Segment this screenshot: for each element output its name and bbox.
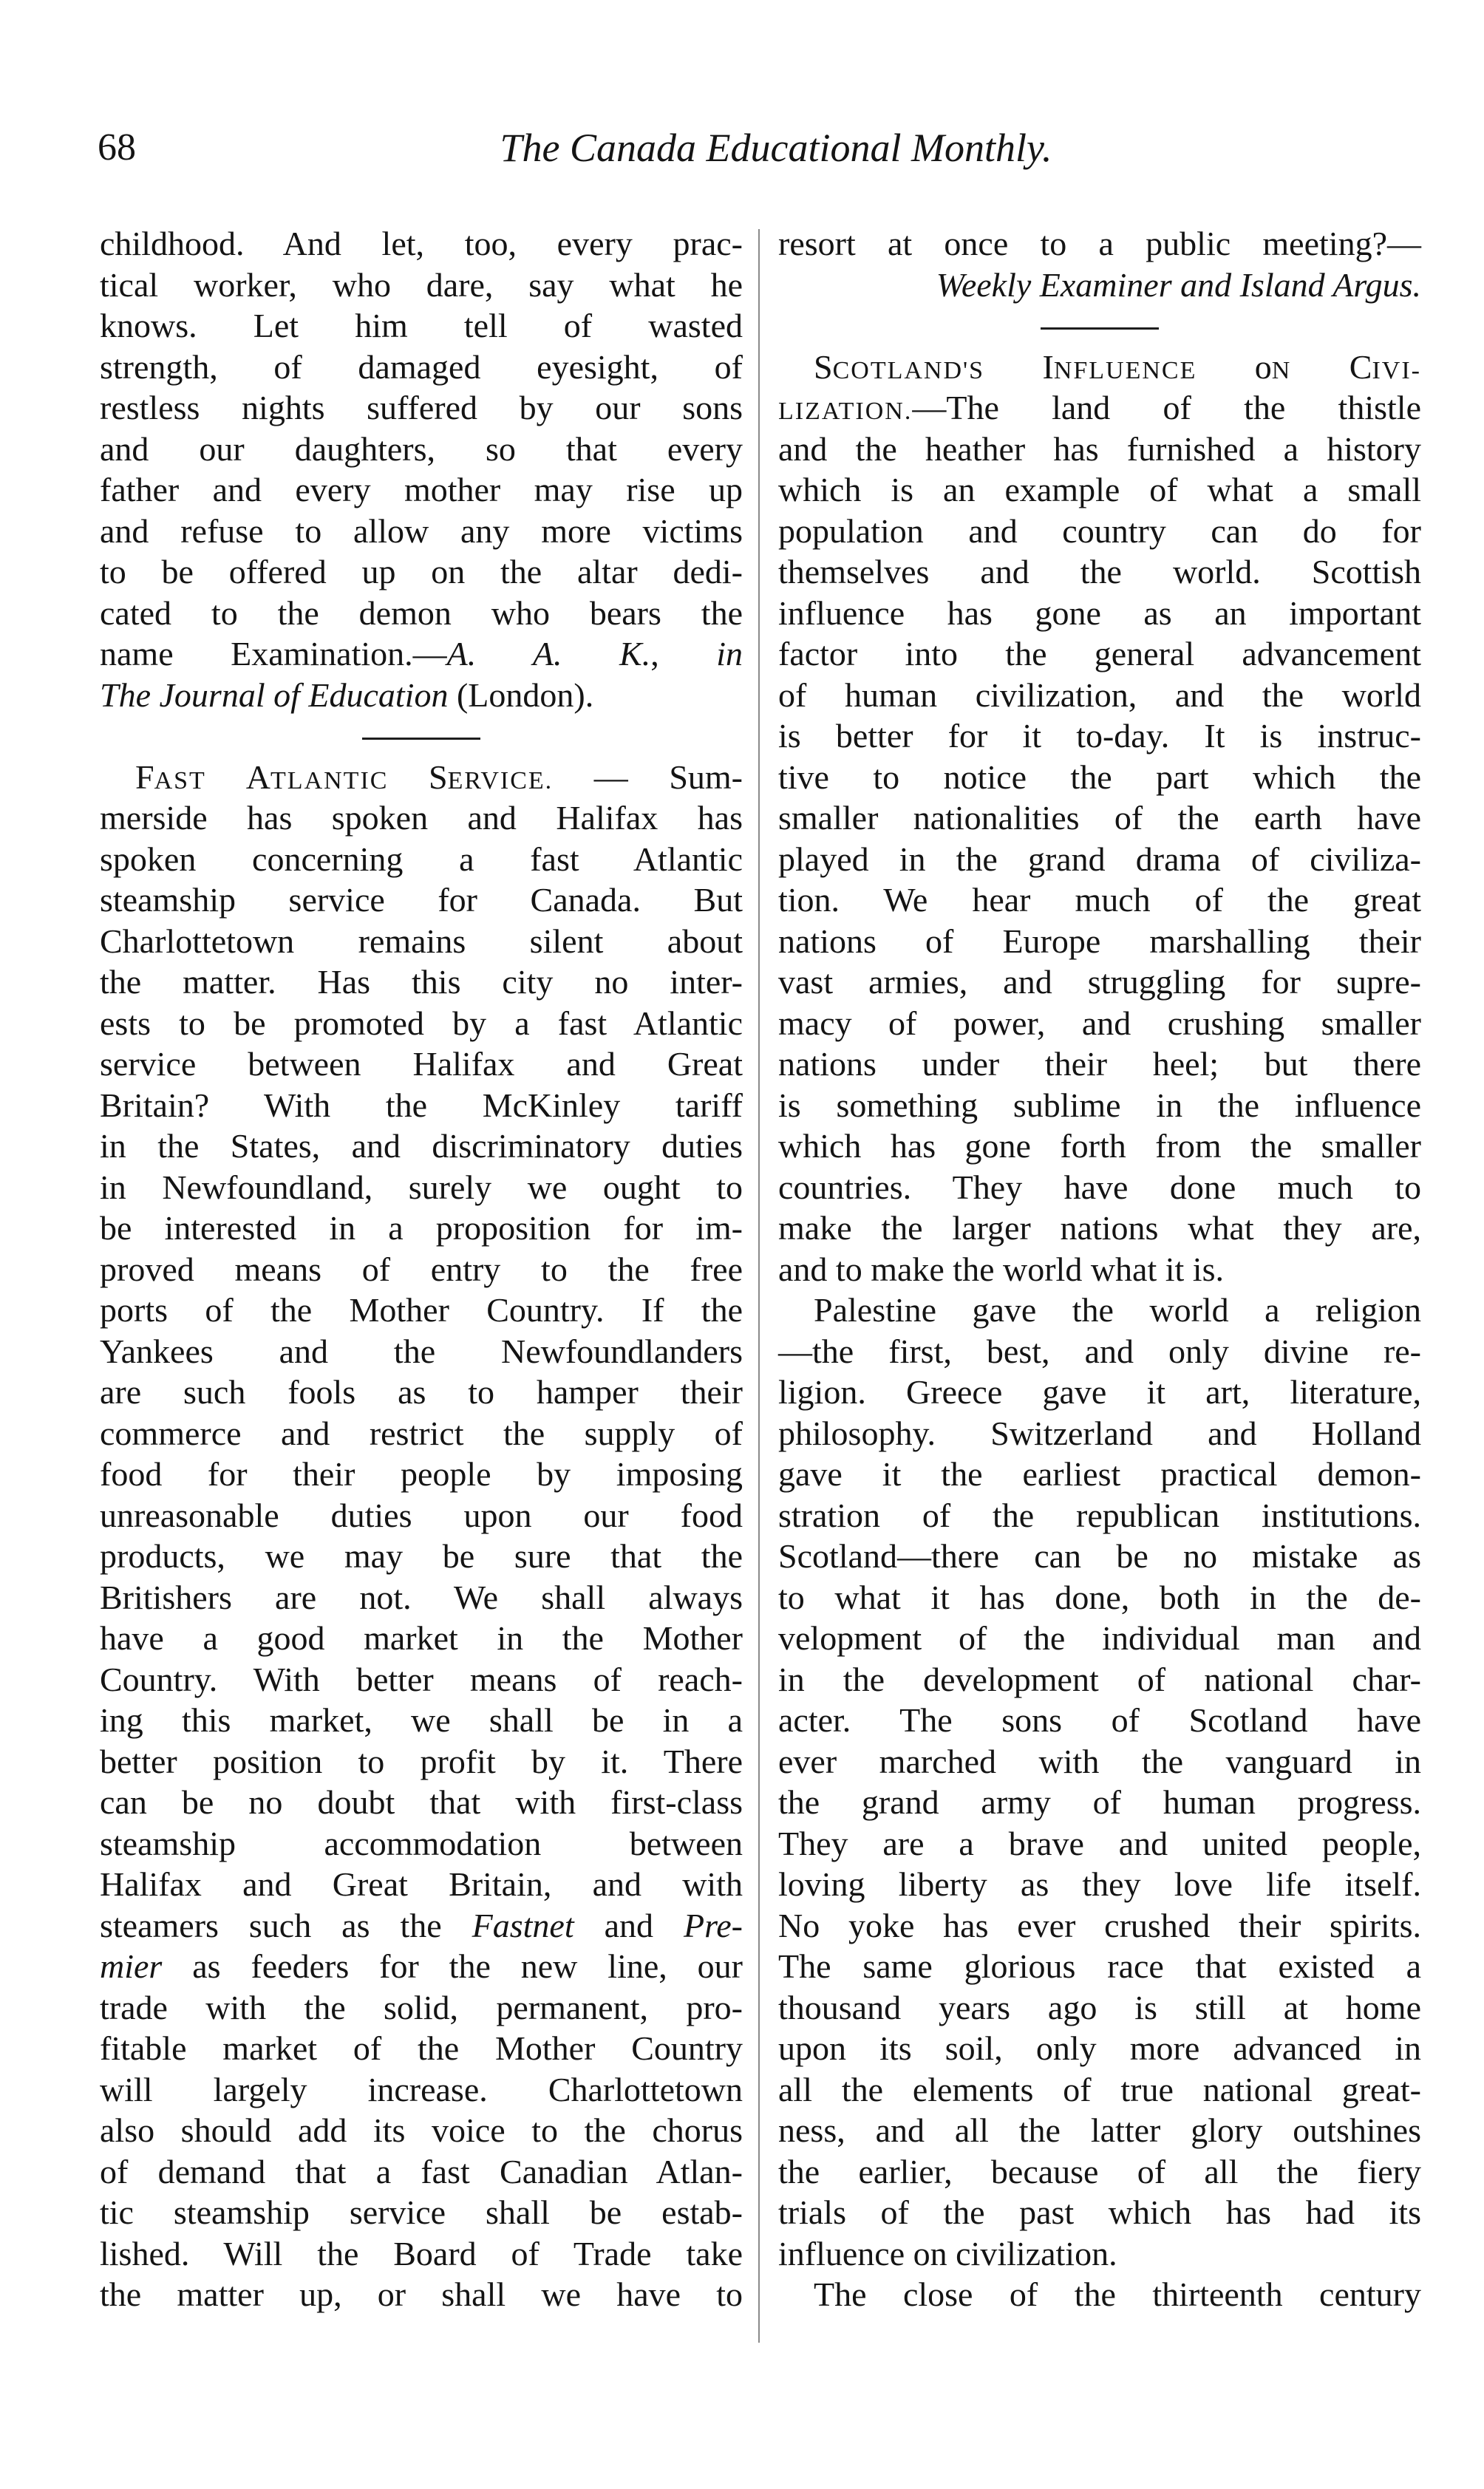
text-line: loving liberty as they love life itself.	[778, 1865, 1421, 1903]
text-line: ests to be promoted by a fast Atlantic	[100, 1004, 743, 1042]
text-line: They are a brave and united people,	[778, 1824, 1421, 1862]
text-line: influence on civilization.	[778, 2234, 1117, 2272]
text-line: tical worker, who dare, say what he	[100, 265, 743, 304]
text-line: which is an example of what a small	[778, 471, 1421, 508]
text-line: the matter up, or shall we have to	[100, 2275, 743, 2313]
text-line: nations under their heel; but there	[778, 1045, 1421, 1083]
text-fragment: ,	[650, 635, 717, 673]
attribution-in: in	[716, 635, 743, 673]
text-line: population and country can do for	[778, 511, 1421, 550]
text-line: nations of Europe marshalling their	[778, 922, 1421, 960]
text-line: knows. Let him tell of wasted	[100, 307, 743, 344]
ship-name-premier-a: Pre-	[683, 1906, 743, 1944]
text-line: can be no doubt that with first-class	[100, 1783, 743, 1821]
section-heading-scotland: SCOTLAND'S INFLUENCE oN CIVI-	[814, 347, 1421, 386]
text-line: Britishers are not. We shall always	[100, 1578, 743, 1616]
text-line: the grand army of human progress.	[778, 1783, 1421, 1821]
text-line: cated to the demon who bears the	[100, 593, 743, 632]
text-line: tic steamship service shall be estab-	[100, 2193, 743, 2231]
text-line: factor into the general advancement	[778, 635, 1421, 673]
attribution-line	[100, 633, 743, 675]
text-line: ness, and all the latter glory outshines	[778, 2111, 1421, 2149]
text-line: and the heather has furnished a history	[778, 429, 1421, 468]
text-line: strength, of damaged eyesight, of	[100, 347, 743, 386]
text-line: which has gone forth from the smaller	[778, 1127, 1421, 1165]
text-line: ports of the Mother Country. If the	[100, 1291, 743, 1329]
text-line: are such fools as to hamper their	[100, 1373, 743, 1411]
attribution-line: Weekly Examiner and Island Argus.	[936, 265, 1421, 304]
ship-name-premier-b: mier	[100, 1947, 163, 1985]
text-line: the matter. Has this city no inter-	[100, 963, 743, 1001]
text-line	[100, 1905, 743, 1947]
text-line: trials of the past which has had its	[778, 2193, 1421, 2231]
text-line: unreasonable duties upon our food	[100, 1496, 743, 1534]
ship-name-fastnet: Fastnet	[472, 1906, 574, 1944]
text-line: proved means of entry to the free	[100, 1250, 743, 1288]
text-line: restless nights suffered by our sons	[100, 389, 743, 426]
text-line: steamship service for Canada. But	[100, 881, 743, 919]
text-line: themselves and the world. Scottish	[778, 553, 1421, 590]
section-heading-scotland-cont: LIZATION.	[778, 398, 913, 425]
text-line: merside has spoken and Halifax has	[100, 799, 743, 837]
column-divider	[758, 229, 760, 2343]
text-line: fitable market of the Mother Country	[100, 2029, 743, 2067]
text-line: philosophy. Switzerland and Holland	[778, 1414, 1421, 1452]
text-line: resort at once to a public meeting?—	[778, 225, 1421, 262]
right-column	[778, 223, 1421, 2315]
text-line: is something sublime in the influence	[778, 1086, 1421, 1124]
text-line: and refuse to allow any more victims	[100, 511, 743, 550]
section-separator	[778, 305, 1421, 347]
text-line: have a good market in the Mother	[100, 1619, 743, 1657]
text-line: —the first, best, and only divine re-	[778, 1332, 1421, 1370]
text-line: commerce and restrict the supply of	[100, 1414, 743, 1452]
text-line: father and every mother may rise up	[100, 471, 743, 508]
text-fragment: and	[573, 1906, 684, 1944]
text-line: steamship accommodation between	[100, 1824, 743, 1862]
text-line: stration of the republican institutions.	[778, 1496, 1421, 1534]
text-line: the earlier, because of all the fiery	[778, 2152, 1421, 2190]
text-line: to be offered up on the altar dedi-	[100, 553, 743, 590]
text-line: smaller nationalities of the earth have	[778, 799, 1421, 837]
text-line: to what it has done, both in the de-	[778, 1578, 1421, 1616]
text-line: Palestine gave the world a religion	[814, 1291, 1421, 1329]
text-line: in the development of national char-	[778, 1660, 1421, 1698]
text-line: played in the grand drama of civiliza-	[778, 840, 1421, 878]
text-line: vast armies, and struggling for supre-	[778, 963, 1421, 1001]
left-column	[100, 223, 743, 2315]
text-line: and our daughters, so that every	[100, 429, 743, 468]
text-line: lished. Will the Board of Trade take	[100, 2234, 743, 2272]
journal-name: The Journal of Education	[100, 675, 449, 714]
text-line: in Newfoundland, surely we ought to	[100, 1168, 743, 1206]
text-line: The same glorious race that existed a	[778, 1947, 1421, 1985]
text-line: Country. With better means of reach-	[100, 1660, 743, 1698]
text-line: spoken concerning a fast Atlantic	[100, 840, 743, 878]
text-line	[778, 387, 1421, 429]
text-line: childhood. And let, too, every prac-	[100, 225, 743, 262]
text-line: and to make the world what it is.	[778, 1250, 1224, 1288]
running-title: The Canada Educational Monthly.	[500, 126, 1052, 170]
journal-place: (London).	[448, 675, 594, 714]
text-line: macy of power, and crushing smaller	[778, 1004, 1421, 1042]
text-line: thousand years ago is still at home	[778, 1988, 1421, 2026]
text-fragment: steamers such as the	[100, 1906, 472, 1944]
text-line: countries. They have done much to	[778, 1168, 1421, 1206]
section-heading-line	[778, 347, 1421, 388]
text-line: upon its soil, only more advanced in	[778, 2029, 1421, 2067]
text-line: tive to notice the part which the	[778, 757, 1421, 796]
text-fragment: —The land of the thistle	[912, 389, 1421, 426]
section-heading-fast-atlantic: FAST ATLANTIC SERVICE.	[135, 757, 554, 796]
text-line: tion. We hear much of the great	[778, 881, 1421, 919]
text-line: trade with the solid, permanent, pro-	[100, 1988, 743, 2026]
page-number: 68	[98, 126, 136, 168]
text-line: make the larger nations what they are,	[778, 1209, 1421, 1247]
text-line: Yankees and the Newfoundlanders	[100, 1332, 743, 1370]
attribution-initials: A. A. K.	[446, 635, 651, 673]
text-line: service between Halifax and Great	[100, 1045, 743, 1083]
text-line: gave it the earliest practical demon-	[778, 1455, 1421, 1493]
text-line: Britain? With the McKinley tariff	[100, 1086, 743, 1124]
text-line: Scotland—there can be no mistake as	[778, 1537, 1421, 1575]
text-line: No yoke has ever crushed their spirits.	[778, 1906, 1421, 1944]
text-line: all the elements of true national great-	[778, 2070, 1421, 2108]
text-fragment: — Sum-	[553, 757, 743, 796]
text-line: The close of the thirteenth century	[814, 2275, 1421, 2313]
section-separator	[100, 715, 743, 757]
text-line: Charlottetown remains silent about	[100, 922, 743, 960]
text-line: in the States, and discriminatory duties	[100, 1127, 743, 1165]
text-line: acter. The sons of Scotland have	[778, 1701, 1421, 1739]
text-line: ligion. Greece gave it art, literature,	[778, 1373, 1421, 1411]
text-line: be interested in a proposition for im-	[100, 1209, 743, 1247]
text-line: is better for it to-day. It is instruc-	[778, 717, 1421, 755]
text-line: better position to profit by it. There	[100, 1742, 743, 1780]
text-line: will largely increase. Charlottetown	[100, 2070, 743, 2108]
text-line: also should add its voice to the chorus	[100, 2111, 743, 2149]
text-line: influence has gone as an important	[778, 593, 1421, 632]
attribution-source-line	[100, 675, 743, 716]
text-line: food for their people by imposing	[100, 1455, 743, 1493]
text-line: ing this market, we shall be in a	[100, 1701, 743, 1739]
text-line: of human civilization, and the world	[778, 675, 1421, 714]
text-fragment: as feeders for the new line, our	[162, 1947, 743, 1985]
text-line: Halifax and Great Britain, and with	[100, 1865, 743, 1903]
text-line: products, we may be sure that the	[100, 1537, 743, 1575]
text-line: ever marched with the vanguard in	[778, 1742, 1421, 1780]
text-fragment: name Examination.—	[100, 635, 447, 673]
text-line: of demand that a fast Canadian Atlan-	[100, 2152, 743, 2190]
section-heading-line	[100, 757, 743, 798]
text-line	[100, 1946, 743, 1987]
text-line: velopment of the individual man and	[778, 1619, 1421, 1657]
